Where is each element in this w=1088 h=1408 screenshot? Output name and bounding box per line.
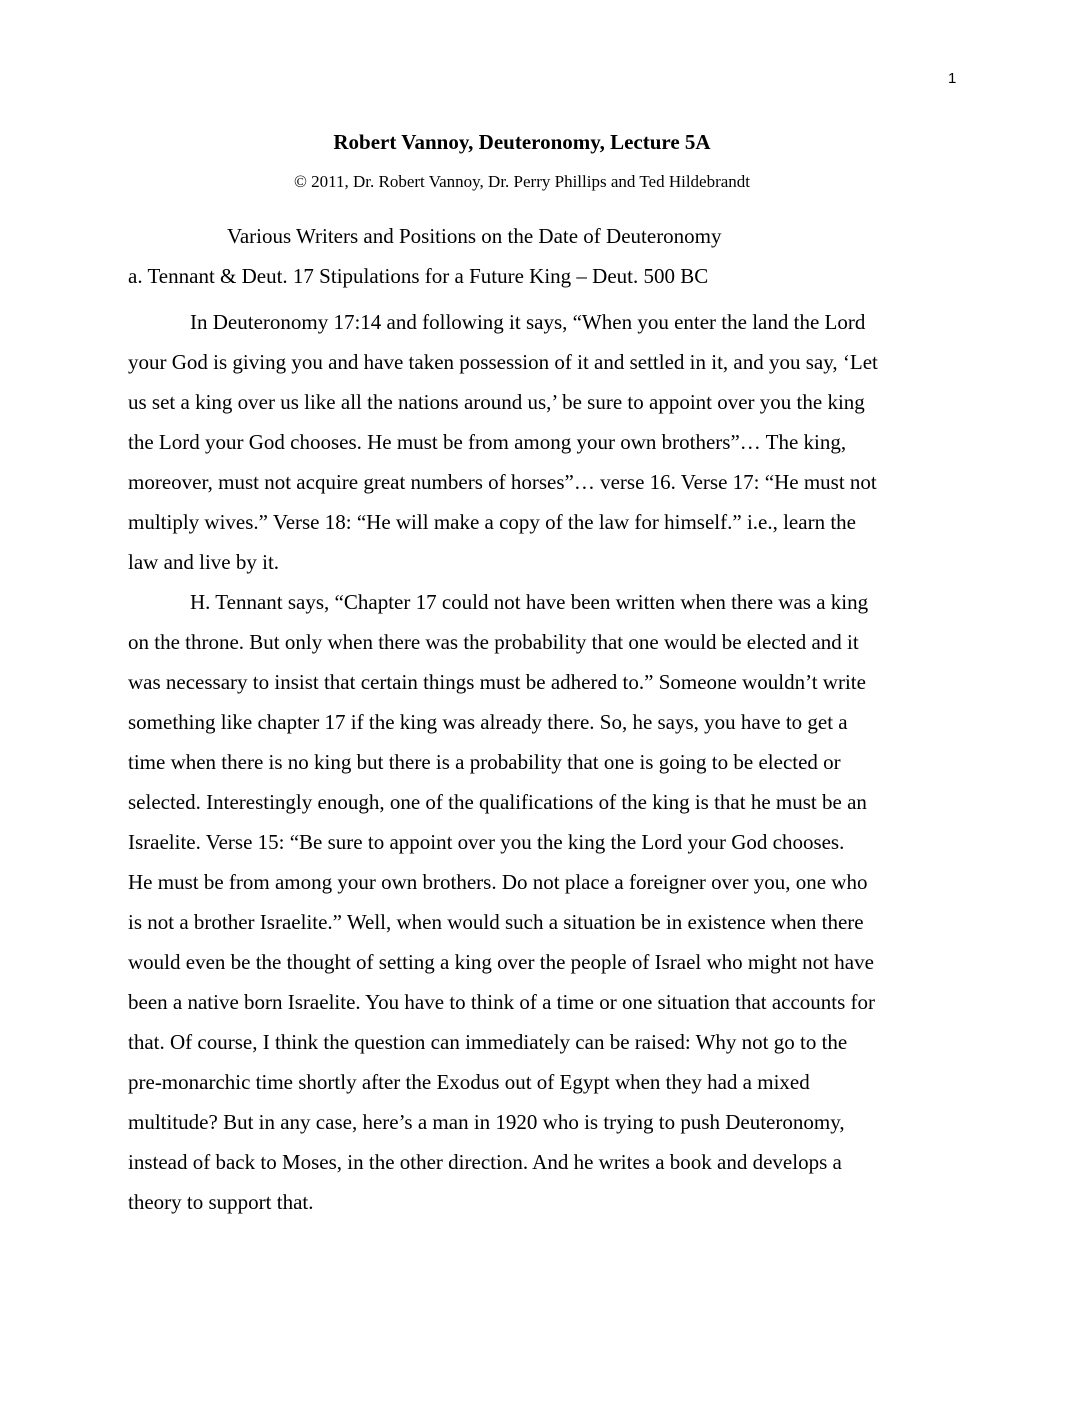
text-line: on the throne. But only when there was the probability that one would be elected and it bbox=[128, 630, 859, 654]
text-line: selected. Interestingly enough, one of the qualifications of the king is that he must be an bbox=[128, 790, 867, 814]
paragraph-1 bbox=[128, 302, 962, 582]
subheading: Various Writers and Positions on the Date of Deuteronomy bbox=[227, 224, 722, 248]
text-line: would even be the thought of setting a king over the people of Israel who might not have bbox=[128, 950, 874, 974]
text-line: In Deuteronomy 17:14 and following it says, “When you enter the land the Lord bbox=[190, 310, 866, 334]
text-line: H. Tennant says, “Chapter 17 could not have been written when there was a king bbox=[190, 590, 869, 614]
text-line: us set a king over us like all the nations around us,’ be sure to appoint over you the king bbox=[128, 390, 865, 414]
text-line: your God is giving you and have taken possession of it and settled in it, and you say, ‘Let bbox=[128, 350, 878, 374]
section-heading: a. Tennant & Deut. 17 Stipulations for a Future King – Deut. 500 BC bbox=[128, 264, 709, 288]
text-line: something like chapter 17 if the king was already there. So, he says, you have to get a bbox=[128, 710, 848, 734]
text-line: moreover, must not acquire great numbers of horses”… verse 16. Verse 17: “He must not bbox=[128, 470, 877, 494]
text-line: pre-monarchic time shortly after the Exodus out of Egypt when they had a mixed bbox=[128, 1070, 810, 1094]
text-line: the Lord your God chooses. He must be from among your own brothers”… The king, bbox=[128, 430, 847, 454]
page-number: 1 bbox=[948, 70, 957, 87]
text-line: instead of back to Moses, in the other direction. And he writes a book and develops a bbox=[128, 1150, 842, 1174]
text-line: been a native born Israelite. You have to think of a time or one situation that accounts for bbox=[128, 990, 876, 1014]
text-line: that. Of course, I think the question can immediately can be raised: Why not go to the bbox=[128, 1030, 848, 1054]
text-line: time when there is no king but there is a probability that one is going to be elected or bbox=[128, 750, 841, 774]
text-line: was necessary to insist that certain things must be adhered to.” Someone wouldn’t write bbox=[128, 670, 866, 694]
text-line: law and live by it. bbox=[128, 550, 280, 574]
paragraph-2 bbox=[128, 582, 962, 1222]
text-line: Israelite. Verse 15: “Be sure to appoint over you the king the Lord your God chooses. bbox=[128, 830, 845, 854]
text-line: theory to support that. bbox=[128, 1190, 314, 1214]
text-line: multiply wives.” Verse 18: “He will make a copy of the law for himself.” i.e., learn the bbox=[128, 510, 856, 534]
text-line: multitude? But in any case, here’s a man in 1920 who is trying to push Deuteronomy, bbox=[128, 1110, 845, 1134]
text-line: is not a brother Israelite.” Well, when would such a situation be in existence when there bbox=[128, 910, 864, 934]
copyright-line: © 2011, Dr. Robert Vannoy, Dr. Perry Phillips and Ted Hildebrandt bbox=[293, 172, 751, 191]
document-title: Robert Vannoy, Deuteronomy, Lecture 5A bbox=[333, 130, 711, 154]
text-line: He must be from among your own brothers. Do not place a foreigner over you, one who bbox=[128, 870, 868, 894]
